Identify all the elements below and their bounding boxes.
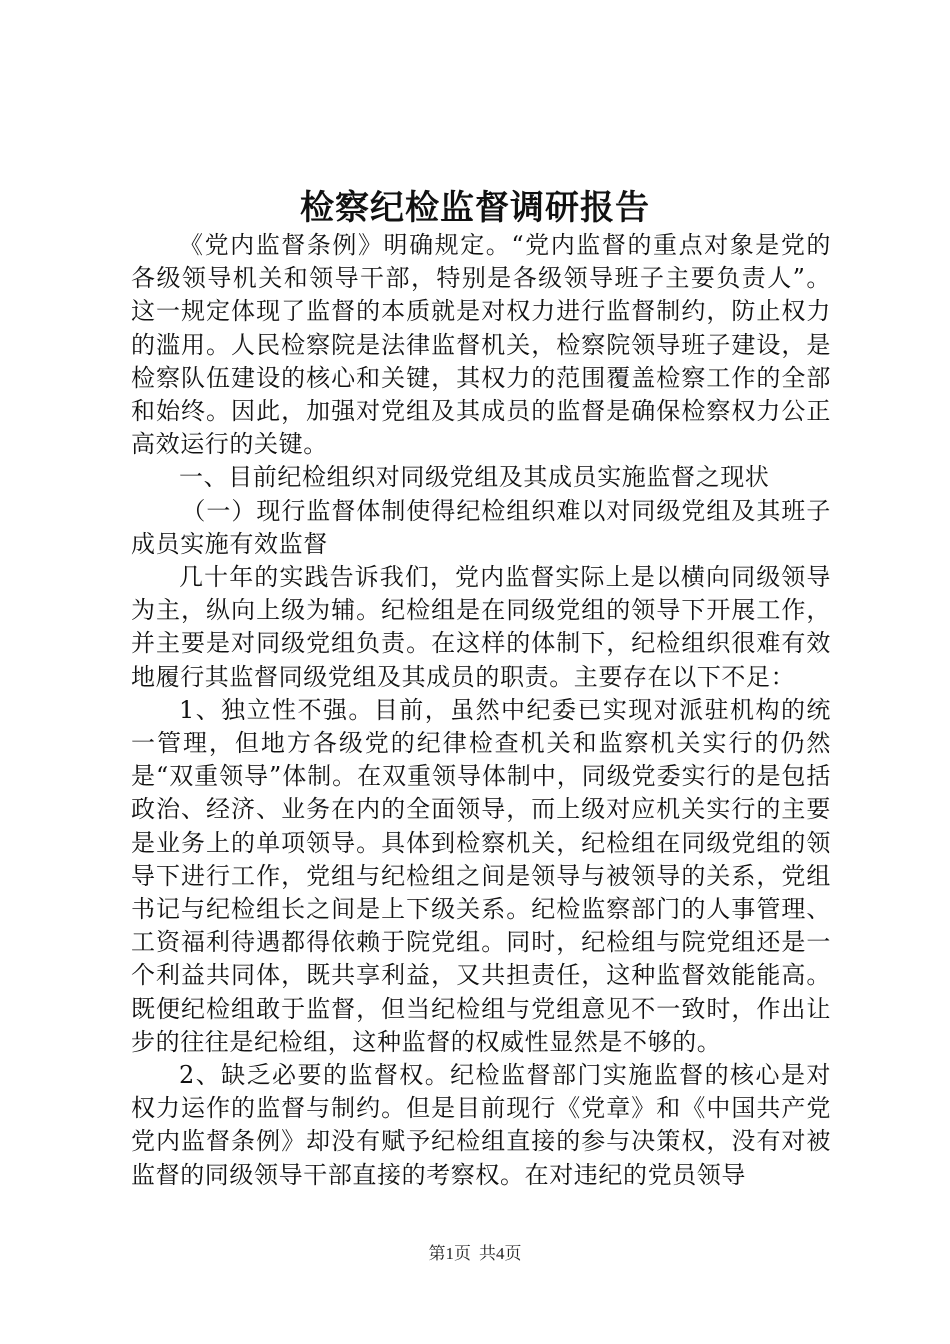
page-total: 共4页: [479, 1244, 522, 1263]
paragraph-intro: 《党内监督条例》明确规定。“党内监督的重点对象是党的各级领导机关和领导干部，特别是各级领导班子主要负责人”。这一规定体现了监督的本质就是对权力进行监督制约，防止权力的滥用。人民检察院是法律监督机关，检察院领导班子建设，是检察队伍建设的核心和关键，其权力的范围覆盖检察工作的全部和始终。因此，加强对党组及其成员的监督是确保检察权力公正高效运行的关键。: [131, 231, 831, 459]
page-footer: [0, 1239, 950, 1264]
paragraph-point-1: 1、独立性不强。目前，虽然中纪委已实现对派驻机构的统一管理，但地方各级党的纪律检查机关和监察机关实行的仍然是“双重领导”体制。在双重领导体制中，同级党委实行的是包括政治、经济、业务在内的全面领导，而上级对应机关实行的主要是业务上的单项领导。具体到检察机关，纪检组在同级党组的领导下进行工作，党组与纪检组之间是领导与被领导的关系，党组书记与纪检组长之间是上下级关系。纪检监察部门的人事管理、工资福利待遇都得依赖于院党组。同时，纪检组与院党组还是一个利益共同体，既共享利益，又共担责任，这种监督效能能高。既便纪检组敢于监督，但当纪检组与党组意见不一致时，作出让步的往往是纪检组，这种监督的权威性显然是不够的。: [131, 695, 831, 1056]
paragraph-practice: 几十年的实践告诉我们，党内监督实际上是以横向同级领导为主，纵向上级为辅。纪检组是在同级党组的领导下开展工作，并主要是对同级党组负责。在这样的体制下，纪检组织很难有效地履行其监督同级党组及其成员的职责。主要存在以下不足：: [131, 563, 831, 691]
subsection-heading-1: （一）现行监督体制使得纪检组织难以对同级党组及其班子成员实施有效监督: [131, 496, 831, 558]
document-title: 检察纪检监督调研报告: [300, 188, 650, 228]
document-body: [131, 229, 831, 1192]
page-number: 第1页: [428, 1244, 471, 1263]
paragraph-point-2: 2、缺乏必要的监督权。纪检监督部门实施监督的核心是对权力运作的监督与制约。但是目前现行《党章》和《中国共产党党内监督条例》却没有赋予纪检组直接的参与决策权，没有对被监督的同级领导干部直接的考察权。在对违纪的党员领导: [131, 1061, 831, 1189]
section-heading-1: 一、目前纪检组织对同级党组及其成员实施监督之现状: [179, 463, 770, 492]
